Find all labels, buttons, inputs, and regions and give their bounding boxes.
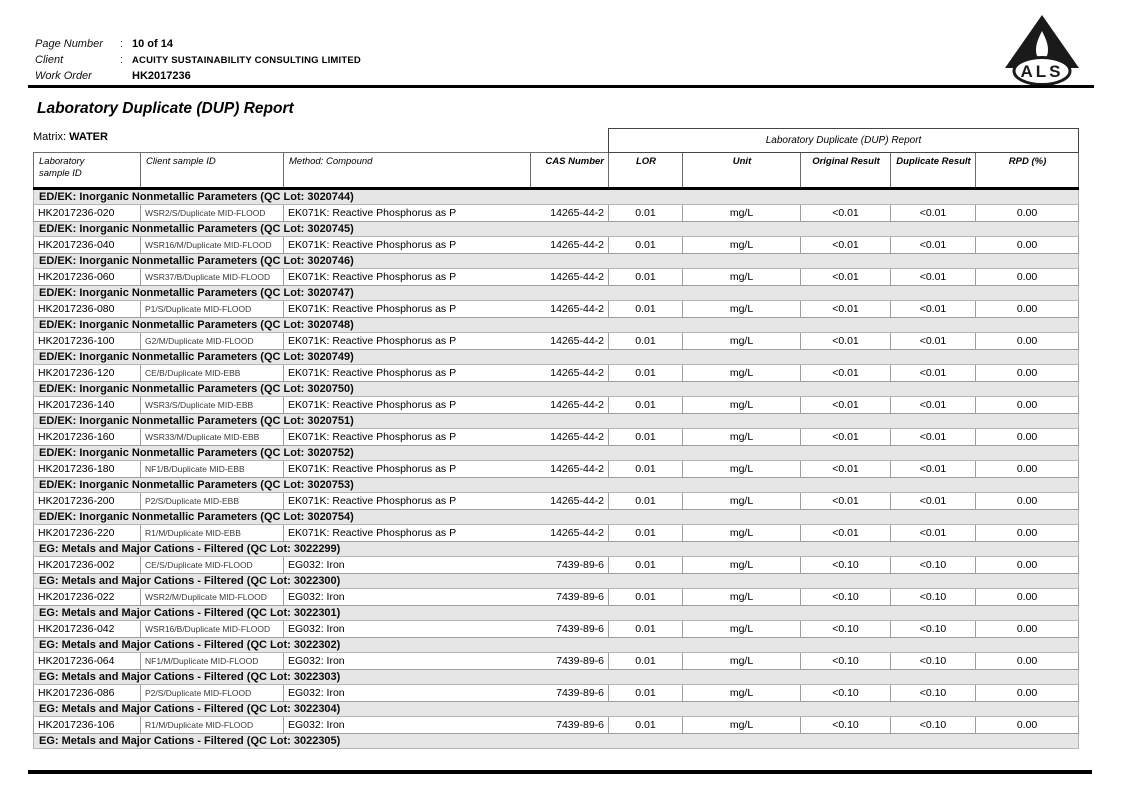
duplicate-result: <0.01: [891, 269, 976, 286]
unit-value: mg/L: [683, 557, 801, 574]
rpd-value: 0.00: [976, 429, 1079, 446]
rpd-value: 0.00: [976, 333, 1079, 350]
lor-value: 0.01: [609, 493, 683, 510]
client-label: Client: [35, 54, 64, 66]
method-compound: EG032: Iron: [284, 589, 531, 606]
lab-sample-id: HK2017236-020: [34, 205, 141, 222]
lor-value: 0.01: [609, 237, 683, 254]
client-sample-id: R1/M/Duplicate MID-EBB: [141, 525, 284, 542]
lab-sample-id: HK2017236-180: [34, 461, 141, 478]
col-duplicate-result: Duplicate Result: [891, 153, 976, 189]
col-laboratory-line1: Laboratory: [39, 156, 85, 167]
unit-value: mg/L: [683, 653, 801, 670]
cas-number: 7439-89-6: [531, 717, 609, 734]
span-header-row: [34, 129, 1079, 153]
section-row: [34, 478, 1079, 493]
cas-number: 14265-44-2: [531, 365, 609, 382]
lab-sample-id: HK2017236-160: [34, 429, 141, 446]
cas-number: 7439-89-6: [531, 621, 609, 638]
client-sample-id: G2/M/Duplicate MID-FLOOD: [141, 333, 284, 350]
header-divider: [28, 85, 1094, 88]
section-row: [34, 606, 1079, 621]
cas-number: 14265-44-2: [531, 461, 609, 478]
col-lor: LOR: [609, 153, 683, 189]
original-result: <0.10: [801, 717, 891, 734]
original-result: <0.10: [801, 557, 891, 574]
original-result: <0.01: [801, 397, 891, 414]
section-row: [34, 702, 1079, 717]
lor-value: 0.01: [609, 333, 683, 350]
cas-number: 7439-89-6: [531, 685, 609, 702]
cas-number: 14265-44-2: [531, 525, 609, 542]
report-title: Laboratory Duplicate (DUP) Report: [37, 100, 294, 117]
section-row: [34, 638, 1079, 653]
lab-sample-id: HK2017236-064: [34, 653, 141, 670]
lor-value: 0.01: [609, 429, 683, 446]
qc-section-label: EG: Metals and Major Cations - Filtered (QC Lot: 3022299): [34, 542, 1079, 557]
method-compound: EK071K: Reactive Phosphorus as P: [284, 333, 531, 350]
table-row: [34, 205, 1079, 222]
colon-separator: :: [120, 54, 124, 66]
unit-value: mg/L: [683, 685, 801, 702]
method-compound: EK071K: Reactive Phosphorus as P: [284, 365, 531, 382]
method-compound: EK071K: Reactive Phosphorus as P: [284, 397, 531, 414]
method-compound: EK071K: Reactive Phosphorus as P: [284, 269, 531, 286]
qc-section-label: ED/EK: Inorganic Nonmetallic Parameters (QC Lot: 3020752): [34, 446, 1079, 461]
original-result: <0.10: [801, 621, 891, 638]
col-laboratory-line2: sample ID: [39, 168, 82, 179]
client-sample-id: WSR3/S/Duplicate MID-EBB: [141, 397, 284, 414]
lor-value: 0.01: [609, 685, 683, 702]
cas-number: 14265-44-2: [531, 397, 609, 414]
cas-number: 14265-44-2: [531, 237, 609, 254]
qc-section-label: ED/EK: Inorganic Nonmetallic Parameters (QC Lot: 3020753): [34, 478, 1079, 493]
qc-section-label: ED/EK: Inorganic Nonmetallic Parameters (QC Lot: 3020746): [34, 254, 1079, 269]
table-row: [34, 525, 1079, 542]
qc-section-label: ED/EK: Inorganic Nonmetallic Parameters (QC Lot: 3020747): [34, 286, 1079, 301]
original-result: <0.01: [801, 525, 891, 542]
qc-section-label: ED/EK: Inorganic Nonmetallic Parameters (QC Lot: 3020750): [34, 382, 1079, 397]
lab-sample-id: HK2017236-140: [34, 397, 141, 414]
unit-value: mg/L: [683, 333, 801, 350]
qc-section-label: ED/EK: Inorganic Nonmetallic Parameters (QC Lot: 3020744): [34, 189, 1079, 205]
method-compound: EG032: Iron: [284, 653, 531, 670]
lab-sample-id: HK2017236-040: [34, 237, 141, 254]
section-row: [34, 414, 1079, 429]
duplicate-result: <0.01: [891, 205, 976, 222]
original-result: <0.01: [801, 237, 891, 254]
original-result: <0.01: [801, 269, 891, 286]
col-rpd: RPD (%): [976, 153, 1079, 189]
lor-value: 0.01: [609, 557, 683, 574]
duplicate-result: <0.10: [891, 557, 976, 574]
page-number-label: Page Number: [35, 38, 103, 50]
client-sample-id: P2/S/Duplicate MID-EBB: [141, 493, 284, 510]
cas-number: 7439-89-6: [531, 589, 609, 606]
table-row: [34, 621, 1079, 638]
lor-value: 0.01: [609, 397, 683, 414]
span-header: Laboratory Duplicate (DUP) Report: [609, 129, 1079, 153]
lab-sample-id: HK2017236-120: [34, 365, 141, 382]
client-sample-id: WSR37/B/Duplicate MID-FLOOD: [141, 269, 284, 286]
original-result: <0.01: [801, 205, 891, 222]
unit-value: mg/L: [683, 525, 801, 542]
lor-value: 0.01: [609, 365, 683, 382]
client-sample-id: WSR33/M/Duplicate MID-EBB: [141, 429, 284, 446]
table-row: [34, 237, 1079, 254]
section-row: [34, 734, 1079, 749]
cas-number: 14265-44-2: [531, 493, 609, 510]
table-row: [34, 301, 1079, 318]
section-row: [34, 286, 1079, 301]
table-row: [34, 685, 1079, 702]
matrix-label: Matrix:: [33, 131, 66, 143]
cas-number: 7439-89-6: [531, 557, 609, 574]
client-sample-id: CE/S/Duplicate MID-FLOOD: [141, 557, 284, 574]
unit-value: mg/L: [683, 717, 801, 734]
original-result: <0.10: [801, 589, 891, 606]
rpd-value: 0.00: [976, 621, 1079, 638]
qc-section-label: ED/EK: Inorganic Nonmetallic Parameters (QC Lot: 3020754): [34, 510, 1079, 525]
qc-section-label: EG: Metals and Major Cations - Filtered (QC Lot: 3022301): [34, 606, 1079, 621]
rpd-value: 0.00: [976, 685, 1079, 702]
qc-section-label: ED/EK: Inorganic Nonmetallic Parameters (QC Lot: 3020749): [34, 350, 1079, 365]
unit-value: mg/L: [683, 493, 801, 510]
duplicate-result: <0.10: [891, 589, 976, 606]
client-row: [35, 54, 361, 70]
rpd-value: 0.00: [976, 525, 1079, 542]
cas-number: 14265-44-2: [531, 269, 609, 286]
original-result: <0.01: [801, 333, 891, 350]
lab-sample-id: HK2017236-200: [34, 493, 141, 510]
client-sample-id: R1/M/Duplicate MID-FLOOD: [141, 717, 284, 734]
lor-value: 0.01: [609, 301, 683, 318]
col-cas-number: CAS Number: [531, 153, 609, 189]
client-value: ACUITY SUSTAINABILITY CONSULTING LIMITED: [132, 55, 361, 66]
rpd-value: 0.00: [976, 397, 1079, 414]
table-row: [34, 493, 1079, 510]
table-row: [34, 269, 1079, 286]
table-row: [34, 717, 1079, 734]
lab-sample-id: HK2017236-042: [34, 621, 141, 638]
unit-value: mg/L: [683, 365, 801, 382]
footer-divider: [28, 770, 1092, 774]
col-unit: Unit: [683, 153, 801, 189]
client-sample-id: WSR2/S/Duplicate MID-FLOOD: [141, 205, 284, 222]
qc-section-label: ED/EK: Inorganic Nonmetallic Parameters (QC Lot: 3020745): [34, 222, 1079, 237]
rpd-value: 0.00: [976, 365, 1079, 382]
original-result: <0.10: [801, 653, 891, 670]
rpd-value: 0.00: [976, 589, 1079, 606]
lor-value: 0.01: [609, 717, 683, 734]
client-sample-id: P1/S/Duplicate MID-FLOOD: [141, 301, 284, 318]
duplicate-result: <0.10: [891, 653, 976, 670]
section-row: [34, 510, 1079, 525]
header-spacer: [34, 129, 609, 153]
qc-section-label: EG: Metals and Major Cations - Filtered (QC Lot: 3022304): [34, 702, 1079, 717]
cas-number: 7439-89-6: [531, 653, 609, 670]
col-laboratory-sample-id: [34, 153, 141, 189]
lor-value: 0.01: [609, 269, 683, 286]
client-sample-id: WSR16/M/Duplicate MID-FLOOD: [141, 237, 284, 254]
lor-value: 0.01: [609, 621, 683, 638]
column-header-row: [34, 153, 1079, 189]
client-sample-id: WSR16/B/Duplicate MID-FLOOD: [141, 621, 284, 638]
rpd-value: 0.00: [976, 461, 1079, 478]
original-result: <0.01: [801, 493, 891, 510]
method-compound: EG032: Iron: [284, 557, 531, 574]
unit-value: mg/L: [683, 237, 801, 254]
duplicate-result: <0.01: [891, 525, 976, 542]
client-sample-id: NF1/M/Duplicate MID-FLOOD: [141, 653, 284, 670]
lab-sample-id: HK2017236-002: [34, 557, 141, 574]
page-number-value: 10 of 14: [132, 38, 173, 50]
method-compound: EK071K: Reactive Phosphorus as P: [284, 461, 531, 478]
header-info: [35, 38, 361, 86]
col-method-compound: Method: Compound: [284, 153, 531, 189]
duplicate-result: <0.01: [891, 333, 976, 350]
rpd-value: 0.00: [976, 717, 1079, 734]
client-sample-id: NF1/B/Duplicate MID-EBB: [141, 461, 284, 478]
method-compound: EG032: Iron: [284, 685, 531, 702]
duplicate-result: <0.10: [891, 685, 976, 702]
method-compound: EK071K: Reactive Phosphorus as P: [284, 205, 531, 222]
method-compound: EK071K: Reactive Phosphorus as P: [284, 301, 531, 318]
rpd-value: 0.00: [976, 493, 1079, 510]
matrix-value: WATER: [69, 131, 108, 143]
lor-value: 0.01: [609, 205, 683, 222]
original-result: <0.01: [801, 429, 891, 446]
lab-sample-id: HK2017236-220: [34, 525, 141, 542]
table-row: [34, 397, 1079, 414]
duplicate-result: <0.01: [891, 301, 976, 318]
rpd-value: 0.00: [976, 237, 1079, 254]
unit-value: mg/L: [683, 461, 801, 478]
method-compound: EK071K: Reactive Phosphorus as P: [284, 429, 531, 446]
section-row: [34, 350, 1079, 365]
original-result: <0.10: [801, 685, 891, 702]
duplicate-result: <0.01: [891, 237, 976, 254]
table-row: [34, 557, 1079, 574]
section-row: [34, 382, 1079, 397]
report-table-body: [34, 189, 1079, 749]
lab-sample-id: HK2017236-022: [34, 589, 141, 606]
work-order-label: Work Order: [35, 70, 92, 82]
method-compound: EG032: Iron: [284, 717, 531, 734]
rpd-value: 0.00: [976, 301, 1079, 318]
duplicate-result: <0.01: [891, 493, 976, 510]
original-result: <0.01: [801, 461, 891, 478]
duplicate-result: <0.10: [891, 717, 976, 734]
qc-section-label: EG: Metals and Major Cations - Filtered (QC Lot: 3022302): [34, 638, 1079, 653]
section-row: [34, 446, 1079, 461]
als-logo-icon: [1001, 13, 1083, 87]
lor-value: 0.01: [609, 525, 683, 542]
lab-sample-id: HK2017236-100: [34, 333, 141, 350]
method-compound: EG032: Iron: [284, 621, 531, 638]
method-compound: EK071K: Reactive Phosphorus as P: [284, 525, 531, 542]
qc-section-label: ED/EK: Inorganic Nonmetallic Parameters (QC Lot: 3020751): [34, 414, 1079, 429]
rpd-value: 0.00: [976, 653, 1079, 670]
duplicate-result: <0.01: [891, 397, 976, 414]
cas-number: 14265-44-2: [531, 301, 609, 318]
section-row: [34, 670, 1079, 685]
rpd-value: 0.00: [976, 269, 1079, 286]
unit-value: mg/L: [683, 429, 801, 446]
work-order-row: [35, 70, 361, 86]
duplicate-result: <0.01: [891, 429, 976, 446]
lab-sample-id: HK2017236-106: [34, 717, 141, 734]
lab-sample-id: HK2017236-060: [34, 269, 141, 286]
client-sample-id: WSR2/M/Duplicate MID-FLOOD: [141, 589, 284, 606]
section-row: [34, 542, 1079, 557]
section-row: [34, 318, 1079, 333]
lab-sample-id: HK2017236-086: [34, 685, 141, 702]
unit-value: mg/L: [683, 301, 801, 318]
qc-section-label: EG: Metals and Major Cations - Filtered (QC Lot: 3022305): [34, 734, 1079, 749]
duplicate-result: <0.01: [891, 365, 976, 382]
table-row: [34, 365, 1079, 382]
duplicate-result: <0.10: [891, 621, 976, 638]
table-row: [34, 589, 1079, 606]
unit-value: mg/L: [683, 205, 801, 222]
method-compound: EK071K: Reactive Phosphorus as P: [284, 493, 531, 510]
duplicate-result: <0.01: [891, 461, 976, 478]
cas-number: 14265-44-2: [531, 333, 609, 350]
col-client-sample-id: Client sample ID: [141, 153, 284, 189]
client-sample-id: CE/B/Duplicate MID-EBB: [141, 365, 284, 382]
section-row: [34, 574, 1079, 589]
qc-section-label: EG: Metals and Major Cations - Filtered (QC Lot: 3022303): [34, 670, 1079, 685]
rpd-value: 0.00: [976, 205, 1079, 222]
unit-value: mg/L: [683, 589, 801, 606]
lab-sample-id: HK2017236-080: [34, 301, 141, 318]
section-row: [34, 254, 1079, 269]
table-row: [34, 429, 1079, 446]
method-compound: EK071K: Reactive Phosphorus as P: [284, 237, 531, 254]
cas-number: 14265-44-2: [531, 429, 609, 446]
page-number-row: [35, 38, 361, 54]
unit-value: mg/L: [683, 269, 801, 286]
table-row: [34, 333, 1079, 350]
unit-value: mg/L: [683, 397, 801, 414]
report-table: [33, 128, 1079, 749]
original-result: <0.01: [801, 301, 891, 318]
qc-section-label: ED/EK: Inorganic Nonmetallic Parameters (QC Lot: 3020748): [34, 318, 1079, 333]
lor-value: 0.01: [609, 589, 683, 606]
rpd-value: 0.00: [976, 557, 1079, 574]
cas-number: 14265-44-2: [531, 205, 609, 222]
als-logo: [1001, 13, 1083, 87]
section-row: [34, 189, 1079, 205]
matrix-line: [33, 131, 108, 143]
als-logo-text: ALS: [1020, 62, 1064, 81]
table-row: [34, 461, 1079, 478]
original-result: <0.01: [801, 365, 891, 382]
client-sample-id: P2/S/Duplicate MID-FLOOD: [141, 685, 284, 702]
lor-value: 0.01: [609, 653, 683, 670]
unit-value: mg/L: [683, 621, 801, 638]
lor-value: 0.01: [609, 461, 683, 478]
section-row: [34, 222, 1079, 237]
work-order-value: HK2017236: [132, 70, 191, 82]
colon-separator: :: [120, 38, 124, 50]
col-original-result: Original Result: [801, 153, 891, 189]
table-row: [34, 653, 1079, 670]
qc-section-label: EG: Metals and Major Cations - Filtered (QC Lot: 3022300): [34, 574, 1079, 589]
